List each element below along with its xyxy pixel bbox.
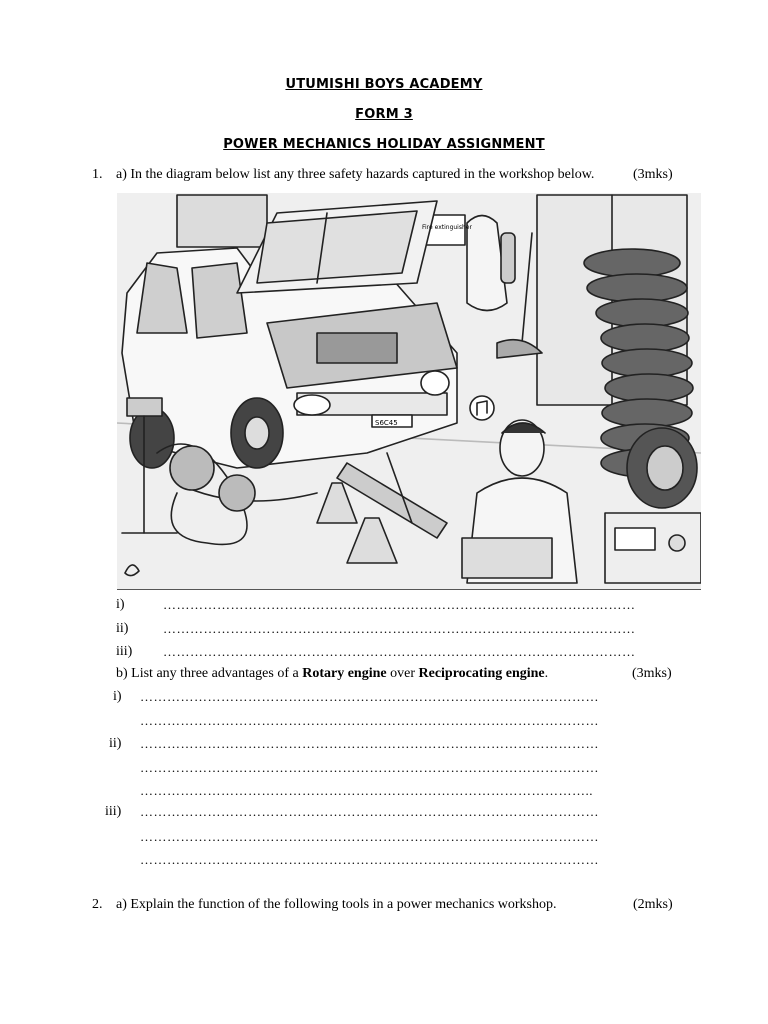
answer-1b-1-line-2[interactable]: ………………………………………………………………………………………… <box>140 713 599 728</box>
answer-1a-label-3: iii) <box>116 644 133 659</box>
question-1b-mid: over <box>386 666 419 681</box>
assignment-title: POWER MECHANICS HOLIDAY ASSIGNMENT <box>223 137 545 152</box>
answer-1b-label-2: ii) <box>109 736 122 751</box>
answer-1a-label-2: ii) <box>116 621 129 636</box>
number-plate-text: S6C45 <box>375 419 398 427</box>
question-1-number: 1. <box>92 167 103 182</box>
answer-1a-line-2[interactable]: …………………………………………………………………………………………… <box>163 621 636 636</box>
question-2a-marks: (2mks) <box>633 897 673 912</box>
question-1b-marks: (3mks) <box>632 666 672 681</box>
question-2a-text: a) Explain the function of the following tools in a power mechanics workshop. <box>116 897 557 912</box>
question-1b-end: . <box>544 666 549 681</box>
answer-1b-3-line-1[interactable]: ………………………………………………………………………………………… <box>140 804 599 819</box>
answer-1a-line-1[interactable]: …………………………………………………………………………………………… <box>163 597 636 612</box>
answer-1b-1-line-1[interactable]: ………………………………………………………………………………………… <box>140 689 599 704</box>
form-level: FORM 3 <box>355 107 413 122</box>
school-name: UTUMISHI BOYS ACADEMY <box>285 77 483 92</box>
question-2-number: 2. <box>92 897 103 912</box>
rotary-engine-term: Rotary engine <box>302 666 387 681</box>
answer-1b-3-line-3[interactable]: ………………………………………………………………………………………… <box>140 852 599 867</box>
answer-1b-label-3: iii) <box>105 804 122 819</box>
answer-1a-label-1: i) <box>116 597 125 612</box>
question-1b-text <box>116 666 548 682</box>
answer-1b-3-line-2[interactable]: ………………………………………………………………………………………… <box>140 829 599 844</box>
workshop-hazard-illustration <box>117 193 701 590</box>
answer-1b-2-line-2[interactable]: ………………………………………………………………………………………… <box>140 760 599 775</box>
answer-1b-label-1: i) <box>113 689 122 704</box>
question-1a-text: a) In the diagram below list any three safety hazards captured in the workshop below. <box>116 167 595 182</box>
question-1b-prefix: b) List any three advantages of a <box>116 666 303 681</box>
answer-1b-2-line-1[interactable]: ………………………………………………………………………………………… <box>140 736 599 751</box>
reciprocating-engine-term: Reciprocating engine <box>418 666 545 681</box>
answer-1a-line-3[interactable]: …………………………………………………………………………………………… <box>163 644 636 659</box>
question-1a-marks: (3mks) <box>633 167 673 182</box>
answer-1b-2-line-3[interactable]: ……………………………………………………………………………………….. <box>140 783 593 798</box>
fire-extinguisher-sign-text: Fire extinguisher <box>422 224 472 231</box>
